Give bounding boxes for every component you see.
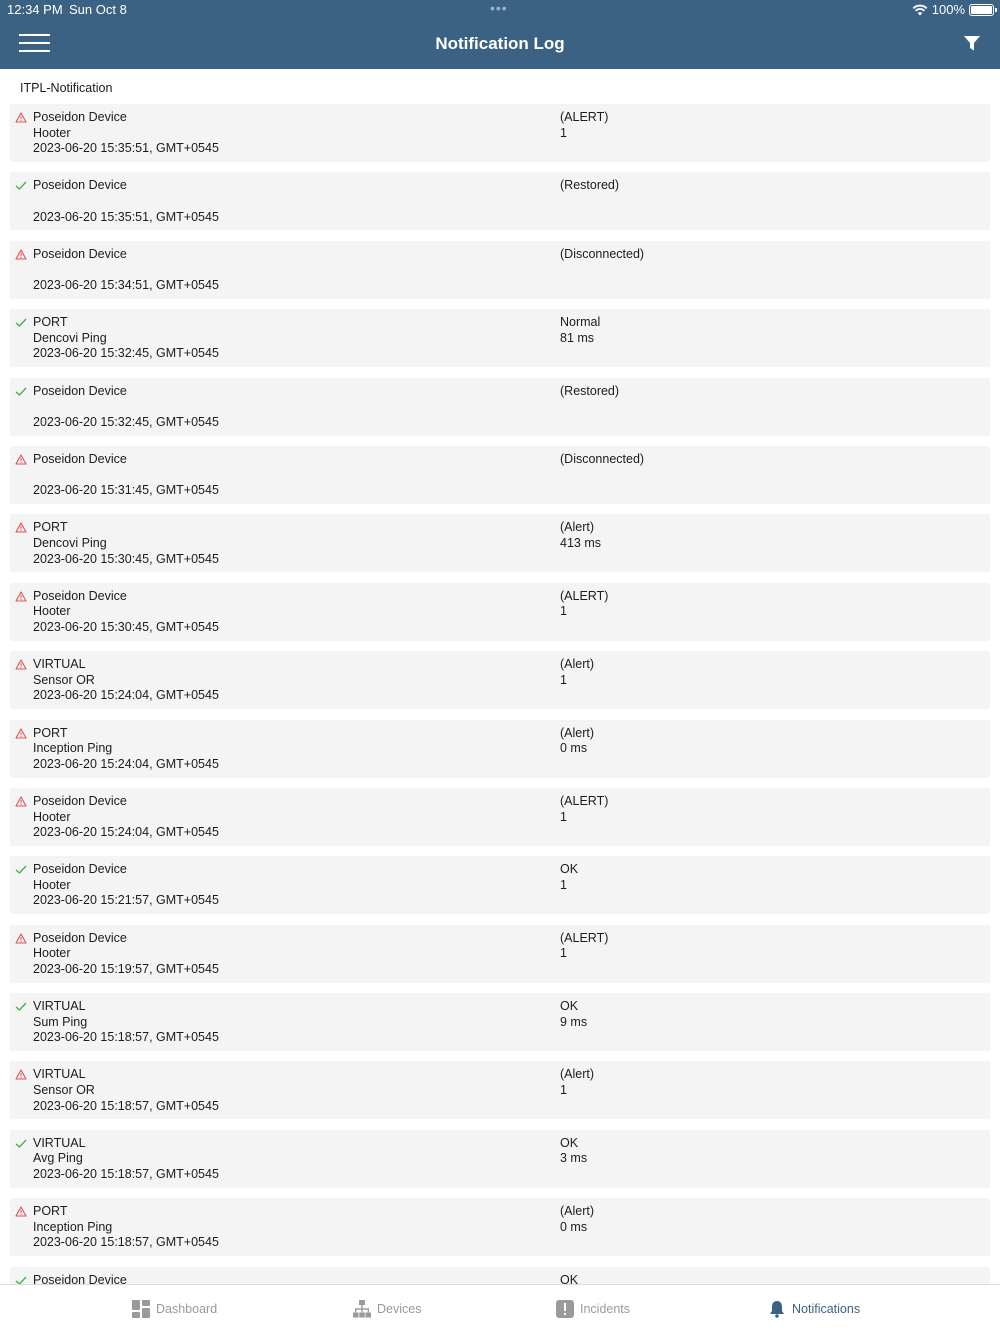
notification-state-label: (Alert) [560, 520, 595, 535]
notification-value: 1 [560, 125, 567, 140]
notification-name: Inception Ping [33, 1219, 113, 1234]
battery-icon [969, 4, 994, 16]
notification-source: Poseidon Device [33, 862, 127, 877]
notification-value: 9 ms [560, 1014, 588, 1029]
notification-name: Dencovi Ping [33, 330, 107, 345]
notification-row[interactable] [10, 651, 990, 709]
notification-state-label: (ALERT) [560, 588, 609, 603]
tab-label: Notifications [792, 1302, 861, 1316]
notification-details [33, 1204, 219, 1251]
notification-state [560, 1204, 594, 1235]
notification-time: 2023-06-20 15:35:51, GMT+0545 [33, 141, 219, 156]
section-title: ITPL-Notification [20, 81, 113, 95]
notification-row[interactable] [10, 514, 990, 572]
notification-state [560, 931, 608, 962]
dashboard-grid-icon [132, 1300, 150, 1318]
status-date: Sun Oct 8 [69, 2, 127, 17]
notification-time: 2023-06-20 15:24:04, GMT+0545 [33, 688, 219, 703]
notification-source: VIRTUAL [33, 999, 86, 1014]
notification-state-label: (Restored) [560, 383, 620, 398]
devices-network-icon [353, 1300, 371, 1318]
notification-row[interactable] [10, 1198, 990, 1256]
notification-row[interactable] [10, 172, 990, 230]
notification-source: Poseidon Device [33, 451, 127, 466]
notification-state-label: Normal [560, 315, 601, 330]
notification-name: Inception Ping [33, 741, 113, 756]
notification-source: VIRTUAL [33, 1135, 86, 1150]
notification-state [560, 520, 601, 551]
notification-time: 2023-06-20 15:30:45, GMT+0545 [33, 619, 219, 634]
notification-details [33, 110, 219, 157]
multitasking-dots[interactable]: ••• [490, 0, 508, 16]
notification-row[interactable] [10, 720, 990, 778]
notification-state-label: OK [560, 1135, 579, 1150]
notification-name: Hooter [33, 877, 71, 892]
notification-time: 2023-06-20 15:35:51, GMT+0545 [33, 209, 219, 224]
notification-value: 0 ms [560, 741, 588, 756]
notification-list[interactable] [10, 104, 990, 1284]
alert-triangle-icon [15, 1069, 27, 1080]
alert-triangle-icon [15, 522, 27, 533]
filter-funnel-icon[interactable] [963, 35, 981, 52]
alert-triangle-icon [15, 249, 27, 260]
tab-label: Incidents [580, 1302, 631, 1316]
notification-row[interactable] [10, 583, 990, 641]
notification-state [560, 794, 608, 825]
notification-state-label: (ALERT) [560, 110, 609, 124]
notification-row[interactable] [10, 378, 990, 436]
notification-row[interactable] [10, 856, 990, 914]
notification-source: VIRTUAL [33, 1067, 86, 1082]
alert-triangle-icon [15, 591, 27, 602]
notification-time: 2023-06-20 15:18:57, GMT+0545 [33, 1030, 219, 1045]
notification-source: Poseidon Device [33, 793, 127, 808]
notification-name [33, 194, 219, 210]
alert-triangle-icon [15, 1206, 27, 1217]
check-icon [15, 317, 27, 328]
notification-value: 1 [560, 672, 567, 687]
notification-time: 2023-06-20 15:34:51, GMT+0545 [33, 277, 219, 292]
notification-row[interactable] [10, 104, 990, 162]
notification-value: 1 [560, 946, 567, 961]
check-icon [15, 1275, 27, 1284]
notification-row[interactable] [10, 241, 990, 299]
notification-source: Poseidon Device [33, 383, 127, 398]
notifications-bell-icon [768, 1300, 786, 1318]
status-time: 12:34 PM [7, 2, 63, 17]
tab-devices[interactable] [353, 1300, 421, 1318]
notification-state-label: (ALERT) [560, 930, 609, 945]
notification-time: 2023-06-20 15:31:45, GMT+0545 [33, 483, 219, 498]
status-bar [0, 0, 1000, 20]
alert-triangle-icon [15, 933, 27, 944]
check-icon [15, 386, 27, 397]
notification-row[interactable] [10, 1267, 990, 1284]
incidents-exclamation-icon [556, 1300, 574, 1318]
notification-name: Hooter [33, 604, 71, 619]
notification-details [33, 520, 219, 567]
notification-row[interactable] [10, 788, 990, 846]
check-icon [15, 180, 27, 191]
notification-details [33, 178, 219, 225]
notification-name: Hooter [33, 946, 71, 961]
tab-notifications[interactable] [768, 1300, 860, 1318]
notification-name: Sensor OR [33, 672, 95, 687]
notification-details [33, 1136, 219, 1183]
notification-state [560, 315, 600, 346]
notification-state [560, 110, 608, 141]
notification-value: 0 ms [560, 1219, 588, 1234]
notification-source: PORT [33, 315, 68, 330]
notification-state-label: (Disconnected) [560, 246, 645, 261]
notification-row[interactable] [10, 309, 990, 367]
notification-row[interactable] [10, 1061, 990, 1119]
notification-details [33, 931, 219, 978]
alert-triangle-icon [15, 659, 27, 670]
notification-state [560, 999, 587, 1030]
notification-state-label: OK [560, 999, 579, 1014]
notification-source: VIRTUAL [33, 657, 86, 672]
status-right [912, 2, 994, 17]
notification-time: 2023-06-20 15:32:45, GMT+0545 [33, 346, 219, 361]
notification-state [560, 1273, 578, 1284]
notification-details [33, 862, 219, 909]
notification-state-label: (Alert) [560, 1067, 595, 1082]
notification-row[interactable] [10, 1130, 990, 1188]
notification-state-label: (Restored) [560, 178, 620, 193]
tab-incidents[interactable] [556, 1300, 630, 1318]
notification-time: 2023-06-20 15:24:04, GMT+0545 [33, 825, 219, 840]
notification-state-label: (Alert) [560, 1204, 595, 1219]
notification-name: Avg Ping [33, 1151, 83, 1166]
notification-state [560, 384, 619, 415]
notification-state-label: OK [560, 862, 579, 877]
notification-source: Poseidon Device [33, 178, 127, 193]
notification-value: 413 ms [560, 535, 601, 550]
notification-value: 81 ms [560, 330, 595, 345]
notification-name: Hooter [33, 809, 71, 824]
notification-state [560, 452, 644, 483]
notification-state-label: (Alert) [560, 657, 595, 672]
notification-source: Poseidon Device [33, 110, 127, 124]
notification-source: PORT [33, 725, 68, 740]
notification-source: Poseidon Device [33, 588, 127, 603]
notification-name [33, 468, 219, 484]
notification-value: 1 [560, 809, 567, 824]
wifi-icon [912, 4, 928, 16]
notification-details [33, 452, 219, 499]
notification-details [33, 794, 219, 841]
notification-value [560, 399, 619, 415]
notification-value: 1 [560, 1083, 567, 1098]
notification-time: 2023-06-20 15:19:57, GMT+0545 [33, 961, 219, 976]
header [0, 0, 1000, 69]
tab-label: Devices [377, 1302, 422, 1316]
notification-details [33, 1067, 219, 1114]
notification-name: Sensor OR [33, 1083, 95, 1098]
alert-triangle-icon [15, 728, 27, 739]
check-icon [15, 1001, 27, 1012]
tab-bar [0, 1284, 1000, 1334]
notification-state [560, 247, 644, 278]
notification-time: 2023-06-20 15:30:45, GMT+0545 [33, 551, 219, 566]
notification-value: 3 ms [560, 1151, 588, 1166]
alert-triangle-icon [15, 112, 27, 123]
notification-source: Poseidon Device [33, 1272, 127, 1284]
notification-source: Poseidon Device [33, 246, 127, 261]
tab-dashboard[interactable] [132, 1300, 217, 1318]
notification-state-label: OK [560, 1272, 579, 1284]
notification-name: Sum Ping [33, 1014, 88, 1029]
notification-row[interactable] [10, 446, 990, 504]
notification-value: 1 [560, 877, 567, 892]
notification-name: Dencovi Ping [33, 535, 107, 550]
notification-state-label: (ALERT) [560, 793, 609, 808]
notification-state [560, 1136, 587, 1167]
notification-state-label: (Disconnected) [560, 451, 645, 466]
notification-name [33, 399, 219, 415]
notification-state [560, 178, 619, 209]
notification-source: Poseidon Device [33, 930, 127, 945]
notification-state [560, 862, 578, 893]
notification-details [33, 589, 219, 636]
notification-state [560, 589, 608, 620]
alert-triangle-icon [15, 454, 27, 465]
notification-details [33, 1273, 127, 1284]
battery-percent: 100% [931, 2, 965, 17]
notification-details [33, 384, 219, 431]
notification-time: 2023-06-20 15:21:57, GMT+0545 [33, 893, 219, 908]
notification-value: 1 [560, 604, 567, 619]
notification-name [33, 262, 219, 278]
notification-state [560, 1067, 594, 1098]
page-title: Notification Log [435, 34, 565, 53]
notification-state-label: (Alert) [560, 725, 595, 740]
notification-details [33, 999, 219, 1046]
notification-name: Hooter [33, 125, 71, 140]
check-icon [15, 1138, 27, 1149]
notification-time: 2023-06-20 15:18:57, GMT+0545 [33, 1235, 219, 1250]
notification-value [560, 194, 619, 210]
notification-details [33, 315, 219, 362]
notification-value [560, 262, 644, 278]
notification-source: PORT [33, 520, 68, 535]
notification-time: 2023-06-20 15:18:57, GMT+0545 [33, 1098, 219, 1113]
notification-state [560, 726, 594, 757]
notification-value [560, 468, 644, 484]
notification-details [33, 657, 219, 704]
check-icon [15, 864, 27, 875]
notification-time: 2023-06-20 15:32:45, GMT+0545 [33, 414, 219, 429]
notification-source: PORT [33, 1204, 68, 1219]
notification-row[interactable] [10, 993, 990, 1051]
notification-time: 2023-06-20 15:24:04, GMT+0545 [33, 756, 219, 771]
notification-row[interactable] [10, 925, 990, 983]
notification-state [560, 657, 594, 688]
tab-label: Dashboard [156, 1302, 218, 1316]
notification-details [33, 247, 219, 294]
notification-time: 2023-06-20 15:18:57, GMT+0545 [33, 1167, 219, 1182]
alert-triangle-icon [15, 796, 27, 807]
notification-details [33, 726, 219, 773]
